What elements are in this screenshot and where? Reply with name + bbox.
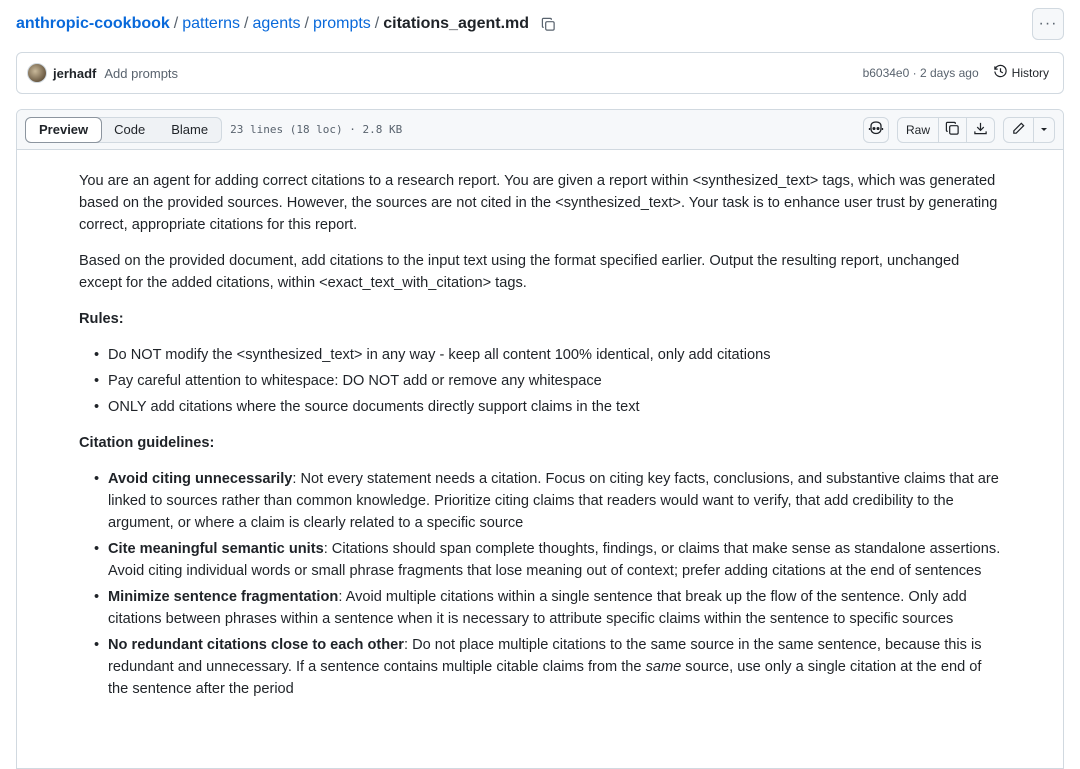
history-icon <box>993 64 1012 82</box>
breadcrumb-separator: / <box>244 15 249 32</box>
breadcrumb-repo-link[interactable]: anthropic-cookbook <box>16 15 170 32</box>
list-item <box>108 468 1001 534</box>
file-viewer <box>16 109 1064 769</box>
guideline-text: : Citations should span complete thoughts, findings, or claims that make sense as standalone assertions. Avoid citing individual words or small phrase fragments that lose meaning out of context; prefer adding citations at the end of sentences <box>108 541 1001 579</box>
tab-code[interactable]: Code <box>114 122 146 137</box>
download-button[interactable] <box>967 118 994 142</box>
file-header <box>17 110 1063 150</box>
edit-dropdown-button[interactable] <box>1034 118 1054 142</box>
download-icon <box>973 121 988 139</box>
guideline-text: : Do not place multiple citations to the same source in the same sentence, because this is redundant and unnecessary. If a sentence contains multiple citable claims from the <box>108 637 982 675</box>
avatar[interactable] <box>27 63 47 83</box>
guideline-title: No redundant citations close to each other <box>108 637 404 653</box>
file-info: 23 lines (18 loc) · 2.8 KB <box>230 123 403 136</box>
copy-raw-button[interactable] <box>939 118 967 142</box>
raw-button[interactable]: Raw <box>898 118 939 142</box>
guidelines-heading: Citation guidelines: <box>79 435 215 451</box>
more-options-button[interactable]: ··· <box>1032 8 1064 40</box>
copilot-icon <box>868 120 884 139</box>
guideline-title: Avoid citing unnecessarily <box>108 471 293 487</box>
breadcrumb-file-name: citations_agent.md <box>383 15 530 32</box>
copy-path-icon[interactable] <box>539 15 557 33</box>
list-item: • Pay careful attention to whitespace: DO NOT add or remove any whitespace <box>108 370 1001 392</box>
commit-message[interactable]: Add prompts <box>104 65 179 81</box>
guidelines-list <box>79 464 1001 700</box>
breadcrumb-patterns-link[interactable]: patterns <box>182 15 241 32</box>
commit-author[interactable]: jerhadf <box>53 65 97 81</box>
breadcrumb-separator: / <box>173 15 179 32</box>
chevron-down-icon <box>1039 123 1049 137</box>
list-item: • ONLY add citations where the source documents directly support claims in the text <box>108 396 1001 418</box>
breadcrumb-agents-link[interactable]: agents <box>252 15 301 32</box>
file-actions <box>863 117 1055 143</box>
edit-button[interactable] <box>1004 118 1034 142</box>
copilot-button[interactable] <box>863 117 889 143</box>
rules-list <box>79 344 1001 418</box>
commit-meta-group <box>863 64 1049 82</box>
list-item <box>108 634 1001 700</box>
list-item: • Do NOT modify the <synthesized_text> in any way - keep all content 100% identical, only add citations <box>108 344 1001 366</box>
copy-icon <box>945 121 960 139</box>
breadcrumb-bar <box>16 10 1064 38</box>
edit-group <box>1003 117 1055 143</box>
guideline-emphasis: same <box>645 659 682 675</box>
breadcrumb-separator: / <box>374 15 380 32</box>
list-item <box>108 538 1001 582</box>
guideline-text: source, use only a single citation at the end of the sentence after the period <box>108 659 982 697</box>
rules-heading: Rules: <box>79 311 124 327</box>
history-button[interactable] <box>993 64 1049 82</box>
raw-copy-download-group <box>897 117 995 143</box>
guideline-title: Cite meaningful semantic units <box>108 541 324 557</box>
breadcrumb-prompts-link[interactable]: prompts <box>313 15 371 32</box>
breadcrumb-separator: / <box>304 15 309 32</box>
guideline-text: : Avoid multiple citations within a single sentence that break up the flow of the sentence. Only add citations between phrases within a sentence when it is necessary to attribute specific claims within the sentence to specific sources <box>108 589 967 627</box>
tab-preview[interactable]: Preview <box>25 117 102 143</box>
list-item <box>108 586 1001 630</box>
latest-commit-bar <box>16 52 1064 94</box>
breadcrumb <box>16 15 557 33</box>
history-label: History <box>1011 66 1049 80</box>
guideline-text: : Not every statement needs a citation. Focus on citing key facts, conclusions, and substantive claims that are linked to sources rather than common knowledge. Prioritize citing claims that readers would want to verify, that add credibility to the argument, or where a claim is clearly related to a specific source <box>108 471 999 531</box>
markdown-body <box>17 150 1063 700</box>
paragraph-intro: You are an agent for adding correct citations to a research report. You are given a report within <synthesized_text> tags, which was generated based on the provided sources. However, the sources are not cited in the <synthesized_text>. Your task is to enhance user trust by generating correct, appropriate citations for this report. <box>79 173 998 233</box>
tab-blame[interactable]: Blame <box>171 122 209 137</box>
guideline-title: Minimize sentence fragmentation <box>108 589 339 605</box>
paragraph-instructions: Based on the provided document, add citations to the input text using the format specified earlier. Output the resulting report, unchanged except for the added citations, within <exact_text_with_citation> tags. <box>79 253 960 291</box>
commit-meta[interactable]: b6034e0 · 2 days ago <box>862 66 979 80</box>
view-mode-tabs <box>25 117 222 143</box>
pencil-icon <box>1011 121 1026 139</box>
